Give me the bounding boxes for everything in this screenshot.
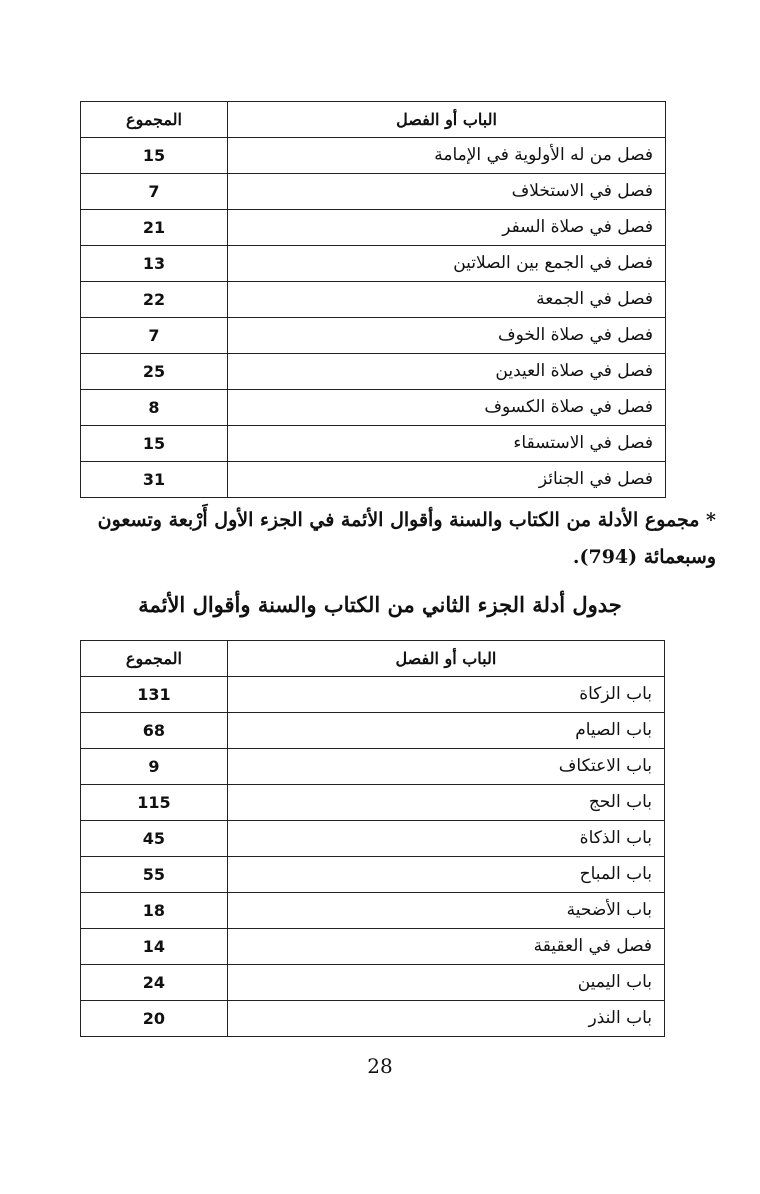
chapter-cell: فصل في الاستسقاء <box>228 426 666 462</box>
chapter-cell: باب اليمين <box>227 965 664 1001</box>
chapter-cell: فصل في الجمع بين الصلاتين <box>228 246 666 282</box>
chapter-cell: باب المباح <box>227 857 664 893</box>
chapter-cell: باب الحج <box>227 785 664 821</box>
table-header-row <box>81 641 665 677</box>
chapter-cell: باب الأضحية <box>227 893 664 929</box>
table-part-one <box>80 101 666 498</box>
total-cell: 21 <box>81 210 228 246</box>
header-chapter: الباب أو الفصل <box>227 641 664 677</box>
total-cell: 45 <box>81 821 228 857</box>
chapter-cell: باب الصيام <box>227 713 664 749</box>
total-cell: 15 <box>81 138 228 174</box>
table-row <box>81 857 665 893</box>
total-cell: 7 <box>81 318 228 354</box>
chapter-cell: فصل في صلاة السفر <box>228 210 666 246</box>
table-row <box>81 749 665 785</box>
header-total: المجموع <box>81 641 228 677</box>
page-number: 28 <box>367 1054 393 1078</box>
table-row <box>81 174 666 210</box>
total-cell: 18 <box>81 893 228 929</box>
chapter-cell: فصل في العقيقة <box>227 929 664 965</box>
total-cell: 55 <box>81 857 228 893</box>
table-row <box>81 210 666 246</box>
total-cell: 22 <box>81 282 228 318</box>
total-cell: 7 <box>81 174 228 210</box>
table-part-two <box>80 640 665 1037</box>
chapter-cell: باب النذر <box>227 1001 664 1037</box>
table-row <box>81 713 665 749</box>
total-cell: 15 <box>81 426 228 462</box>
total-cell: 68 <box>81 713 228 749</box>
header-chapter: الباب أو الفصل <box>228 102 666 138</box>
chapter-cell: باب الذكاة <box>227 821 664 857</box>
total-cell: 9 <box>81 749 228 785</box>
chapter-cell: فصل في الاستخلاف <box>228 174 666 210</box>
table-part-two-title: جدول أدلة الجزء الثاني من الكتاب والسنة وأقوال الأئمة <box>138 592 622 617</box>
total-cell: 31 <box>81 462 228 498</box>
total-cell: 131 <box>81 677 228 713</box>
table-row <box>81 893 665 929</box>
table-row <box>81 390 666 426</box>
chapter-cell: باب الزكاة <box>227 677 664 713</box>
header-total: المجموع <box>81 102 228 138</box>
total-cell: 14 <box>81 929 228 965</box>
total-cell: 115 <box>81 785 228 821</box>
total-cell: 20 <box>81 1001 228 1037</box>
chapter-cell: فصل في الجمعة <box>228 282 666 318</box>
table-row <box>81 246 666 282</box>
table-row <box>81 354 666 390</box>
chapter-cell: فصل في صلاة الكسوف <box>228 390 666 426</box>
total-cell: 13 <box>81 246 228 282</box>
total-cell: 25 <box>81 354 228 390</box>
table-row <box>81 426 666 462</box>
total-cell: 24 <box>81 965 228 1001</box>
part-one-total-note: * مجموع الأدلة من الكتاب والسنة وأقوال الأئمة في الجزء الأول أَرْبعة وتسعون وسبعمائة (794). <box>97 509 716 568</box>
table-row <box>81 138 666 174</box>
table-row <box>81 677 665 713</box>
chapter-cell: باب الاعتكاف <box>227 749 664 785</box>
table-row <box>81 821 665 857</box>
chapter-cell: فصل في صلاة الخوف <box>228 318 666 354</box>
chapter-cell: فصل من له الأولوية في الإمامة <box>228 138 666 174</box>
chapter-cell: فصل في صلاة العيدين <box>228 354 666 390</box>
chapter-cell: فصل في الجنائز <box>228 462 666 498</box>
table-row <box>81 462 666 498</box>
total-cell: 8 <box>81 390 228 426</box>
table-header-row <box>81 102 666 138</box>
table-row <box>81 965 665 1001</box>
table-row <box>81 318 666 354</box>
table-row <box>81 282 666 318</box>
table-row <box>81 785 665 821</box>
table-row <box>81 929 665 965</box>
table-row <box>81 1001 665 1037</box>
